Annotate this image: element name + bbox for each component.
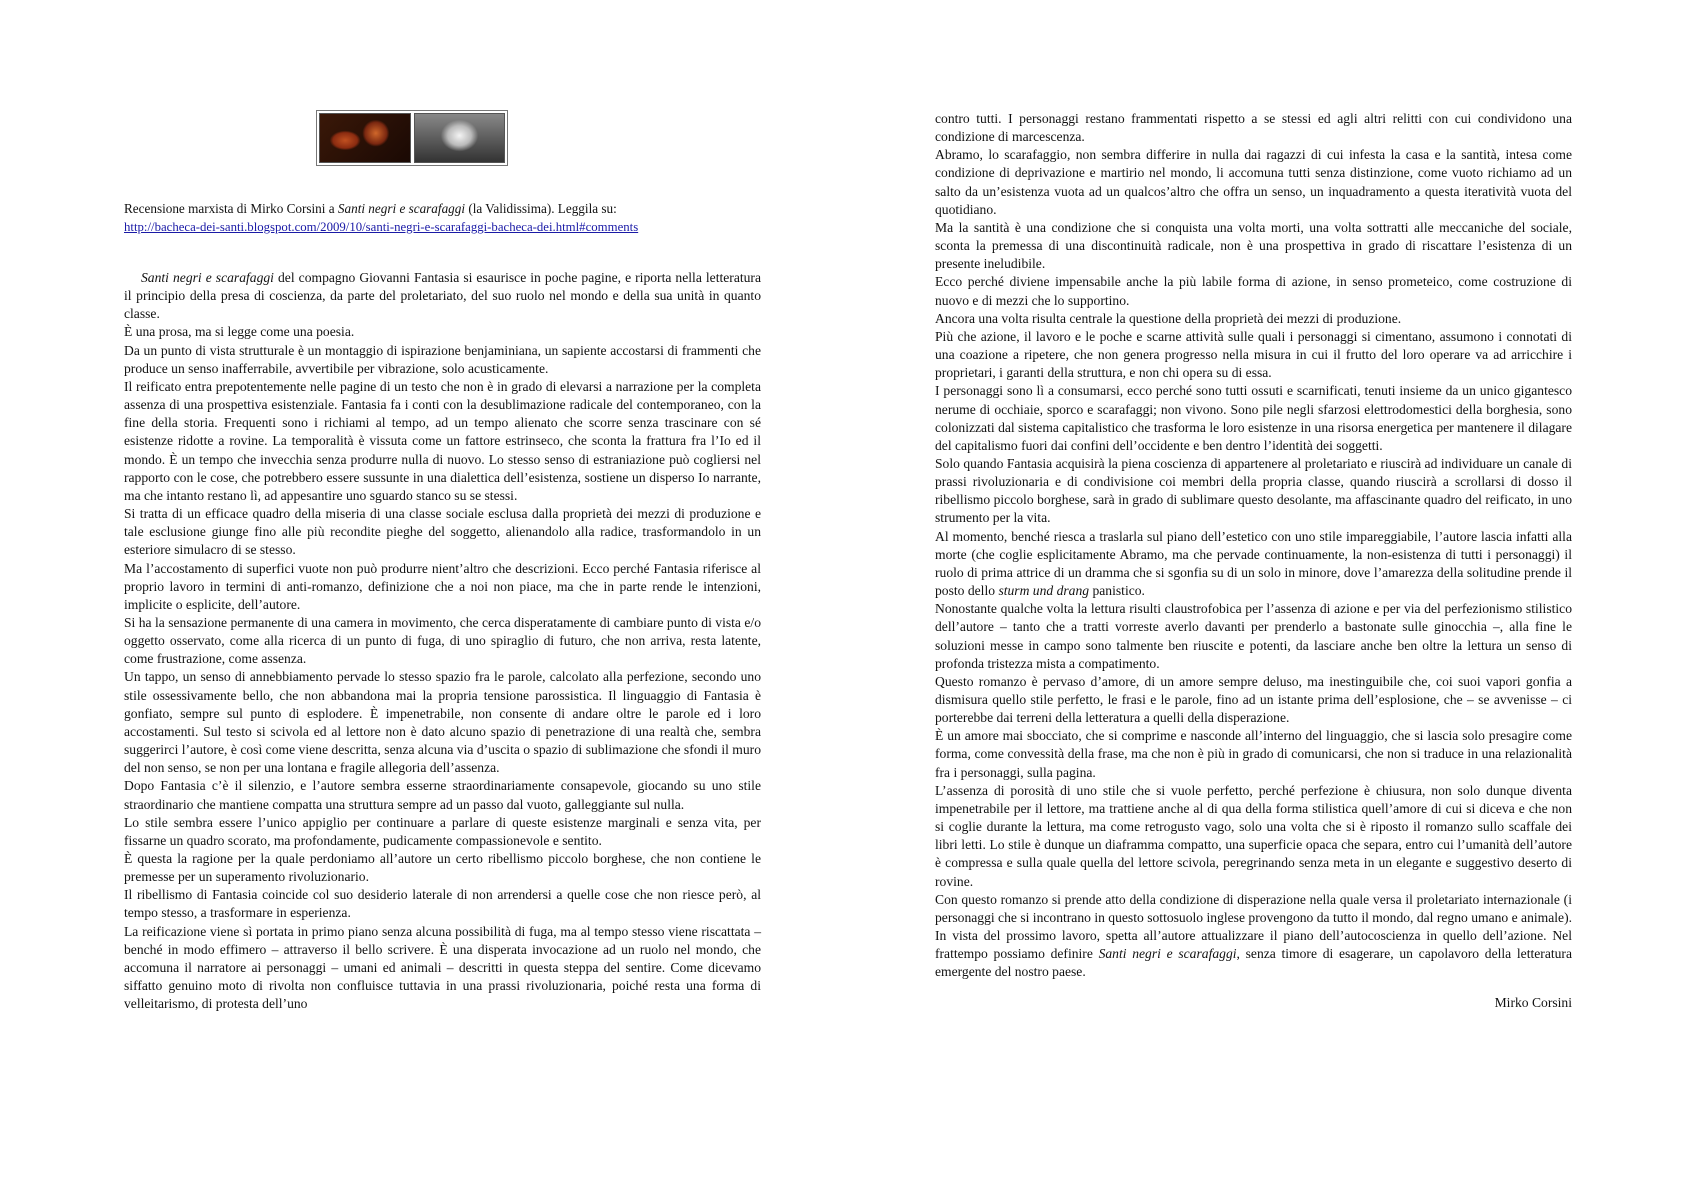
paragraph: contro tutti. I personaggi restano frammentati rispetto a se stessi ed agli altri relitti con cui condividono una condizione di marcescenza. [935,111,1572,145]
intro-prefix: Recensione marxista di Mirko Corsini a [124,201,338,216]
paragraph: Ma la santità è una condizione che si conquista una volta morti, una volta sottratti alle meccaniche del sociale, sconta la premessa di una discontinuità radicale, non è una prospettiva in grado di riscattare l’esistenza di un presente ineludibile. [935,219,1572,272]
paragraph-text: panistico. [1089,583,1145,599]
paragraph: Ma l’accostamento di superfici vuote non può produrre nient’altro che descrizioni. Ecco perché Fantasia riferisce al proprio lavoro in termini di anti-romanzo, definizione che a noi non piace, ma che in parte rende le intenzioni, implicite o esplicite, dell’autore. [124,560,761,612]
paragraph: Abramo, lo scarafaggio, non sembra differire in nulla dai ragazzi di cui infesta la casa e la santità, intesa come condizione di deprivazione e martirio nel mondo, li accomuna tutti senza distinzione, come vuoto richiamo ad un salto da un’esistenza vuota ad un qualcos’altro che offra un senso, un inquadramento a questa iteratività vuota del quotidiano. [935,147,1572,217]
paragraph-text: del compagno Giovanni Fantasia si esaurisce in poche pagine, e riporta nella letteratura il principio della presa di coscienza, da parte del proletariato, del suo ruolo nel mondo e della sua unità in quanto classe. [124,270,761,322]
insects-thumbnail [319,113,411,163]
blog-link[interactable]: http://bacheca-dei-santi.blogspot.com/2009/10/santi-negri-e-scarafaggi-bacheca-dei.html#comments [124,220,639,234]
author-signature: Mirko Corsini [1494,994,1572,1010]
paragraph [935,891,1572,982]
paragraph: Questo romanzo è pervaso d’amore, di un amore sempre deluso, ma inestinguibile che, coi suoi vapori gonfia a dismisura quello stile perfetto, le frasi e le parole, fino ad un istante prima dell’esplosione, che – se avvenisse – ci porterebbe dai terreni della letteratura a quelli della disperazione. [935,673,1572,726]
italic-phrase: sturm und drang [998,583,1090,599]
paragraph: Nonostante qualche volta la lettura risulti claustrofobica per l’assenza di azione e per via del perfezionismo stilistico dell’autore – tanto che a tratti vorreste averlo davanti per prenderlo a bastonate sulle ginocchia –, alla fine le soluzioni messe in campo sono talmente ben riuscite e potenti, da lasciare anche ben oltre la lettura un senso di profonda tristezza mista a compatimento. [935,601,1572,671]
left-column [124,269,761,1013]
paragraph: Il ribellismo di Fantasia coincide col suo desiderio laterale di non arrendersi a quelle cose che non riesce però, al tempo stesso, a trasformare in esperienza. [124,887,761,921]
paragraph: La reificazione viene sì portata in primo piano senza alcuna possibilità di fuga, ma al tempo stesso viene riscattata – benché in modo effimero – attraverso il bello scrivere. È una disperata invocazione ad un ruolo nel mondo, che accomuna il narratore ai personaggi – umani ed animali – descritti in questa steppa del sentire. Come dicevamo siffatto genuino moto di rivolta non confluisce tuttavia in una prassi rivoluzionaria, poiché resta una forma di velleitarismo, di protesta dell’uno [124,923,761,1012]
paragraph: Si ha la sensazione permanente di una camera in movimento, che cerca disperatamente di cambiare punto di vista e/o oggetto osservato, come alla ricerca di un punto di fuga, di uno spiraglio di futuro, che non arriva, resta latente, come frustrazione, come assenza. [124,614,761,667]
intro-line [124,200,764,218]
paragraph: Solo quando Fantasia acquisirà la piena coscienza di appartenere al proletariato e riuscirà ad individuare un canale di prassi rivoluzionaria e di condivisione coi membri della propria classe, quando riuscirà a scrollarsi di dosso il ribellismo piccolo borghese, sarà in grado di sublimare questo desolante, ma affascinante quadro del reificato, in uno strumento per la vita. [935,455,1572,526]
right-column [935,0,1572,1012]
paragraph: È una prosa, ma si legge come una poesia. [124,324,355,340]
paragraph: Più che azione, il lavoro e le poche e scarne attività sulle quali i personaggi si cimentano, assumono i connotati di una coazione a ripetere, che non genera progresso nella misura in cui il frutto del loro operare va ad arricchire i proprietari, i garanti della struttura, e non chi opera su di essa. [935,328,1572,381]
paragraph [935,528,1572,601]
paragraph-text: Con questo romanzo si prende atto della condizione di disperazione nella quale versa il proletariato internazionale (i personaggi che si incontrano in questo sottosuolo inglese provengono da tutto il mondo, dal regno umano e animale). In vista del prossimo lavoro, spetta all’autore attualizzare il piano dell’autocoscienza in quello dell’azione. Nel frattempo possiamo definire [935,891,1572,962]
paragraph: Ancora una volta risulta centrale la questione della proprietà dei mezzi di produzione. [935,310,1402,326]
intro-suffix: (la Validissima). Leggila su: [465,201,617,216]
paragraph: Si tratta di un efficace quadro della miseria di una classe sociale esclusa dalla proprietà dei mezzi di produzione e tale esclusione giunge fino alle più recondite pieghe del soggetto, alienandolo alla radice, trasformandolo in un esteriore simulacro di se stesso. [124,506,761,558]
intro-block [124,200,764,236]
paragraph [124,269,761,323]
paragraph: Dopo Fantasia c’è il silenzio, e l’autore sembra esserne straordinariamente consapevole, giocando su uno stile straordinario che mantiene compatta una struttura sempre ad un passo dal vuoto, galleggiante sul nulla. [124,778,761,812]
paragraph: Un tappo, un senso di annebbiamento pervade lo stesso spazio fra le parole, calcolato alla perfezione, secondo uno stile ossessivamente bello, che non abbandona mai la propria tensione parossistica. Il linguaggio di Fantasia è gonfiato, sempre sul punto di esplodere. È impenetrabile, non consente di andare oltre le parole ed i loro accostamenti. Sul testo si scivola ed al lettore non è dato alcuno spazio di penetrazione di una realtà che, sembra suggerirci l’autore, è così come viene descritta, senza alcuna via d’uscita o spazio di sublimazione che sfondi il muro del non senso, se non per una lontana e fragile allegoria dell’assenza. [124,669,761,776]
book-title-italic: Santi negri e scarafaggi [1098,946,1237,962]
paragraph: L’assenza di porosità di uno stile che si vuole perfetto, perché perfezione è chiusura, non solo dunque diventa impenetrabile per il lettore, ma trattiene anche al di qua della forma stilistica quell’amore di cui si diceva e che non si coglie durante la lettura, ma come retrogusto vago, solo una volta che si è riposto il romanzo sullo scaffale dei libri letti. Lo stile è dunque un diaframma compatto, una superficie opaca che separa, entro cui l’umanità dell’autore è compressa e sulla quale quella del lettore scivola, peregrinando senza meta in un elegante e suggestivo deserto di rovine. [935,782,1572,889]
intro-book-title: Santi negri e scarafaggi [337,201,466,216]
portrait-thumbnail [414,113,506,163]
paragraph: I personaggi sono lì a consumarsi, ecco perché sono tutti ossuti e scarnificati, tenuti insieme da un unico gigantesco nerume di occhiaie, sporco e scarafaggi; non vivono. Sono pile negli sfarzosi elettrodomestici della borghesia, sono colonizzati dal sistema capitalistico che trasforma le loro esistenze in una risorsa energetica per mantenere il dilagare del capitalismo fuori dai confini dell’occidente e ben dentro l’identità dei soggetti. [935,383,1572,453]
header-images [316,110,508,166]
paragraph: Lo stile sembra essere l’unico appiglio per continuare a parlare di queste esistenze marginali e senza vita, per fissarne un quadro scorato, ma profondamente, pudicamente compassionevole e sentito. [124,814,761,848]
paragraph: È questa la ragione per la quale perdoniamo all’autore un certo ribellismo piccolo borghese, che non contiene le premesse per un superamento rivoluzionario. [124,851,761,885]
paragraph: È un amore mai sbocciato, che si comprime e nasconde all’interno del linguaggio, che si lascia solo presagire come forma, come convessità della frase, ma che non è più in grado di comunicarsi, che non si traduce in una relazionalità fra i personaggi, sulla pagina. [935,728,1572,780]
paragraph-text: Al momento, benché riesca a traslarla sul piano dell’estetico con uno stile impareggiabile, l’autore lascia infatti alla morte (che coglie esplicitamente Abramo, ma che pervade continuamente, la non-esistenza di tutti i personaggi) il ruolo di prima attrice di un dramma che si sgonfia su di un solo in minore, dove l’amarezza della solitudine prende il posto dello [935,528,1572,599]
paragraph: Da un punto di vista strutturale è un montaggio di ispirazione benjaminiana, un sapiente accostarsi di frammenti che produce un senso inafferrabile, avvertibile per vibrazione, solo acusticamente. [124,342,761,376]
paragraph: Ecco perché diviene impensabile anche la più labile forma di azione, in senso prometeico, come costruzione di nuovo e di mezzi che lo supportino. [935,274,1572,308]
paragraph: Il reificato entra prepotentemente nelle pagine di un testo che non è in grado di elevarsi a narrazione per la completa assenza di una prospettiva esistenziale. Fantasia fa i conti con la desublimazione radicale del contemporaneo, con la fine della storia. Frequenti sono i richiami al tempo, ad un tempo alienato che scorre senza trascinare con sé esistenze ridotte a rovine. La temporalità è vissuta come un fattore estrinseco, che sconta la frattura fra l’Io ed il mondo. È un tempo che invecchia senza produrre nulla di nuovo. Lo stesso senso di estraniazione può cogliersi nel rapporto con le cose, che potrebbero essere sussunte in una dialettica dell’esistenza, sostiene un disperso Io narrante, ma che intanto restano lì, ad appesantire uno sguardo stanco su se stessi. [124,378,761,503]
paragraph-text: , senza timore di esagerare, un capolavoro della letteratura emergente del nostro paese. [935,946,1572,980]
book-title-italic: Santi negri e scarafaggi [141,270,274,285]
